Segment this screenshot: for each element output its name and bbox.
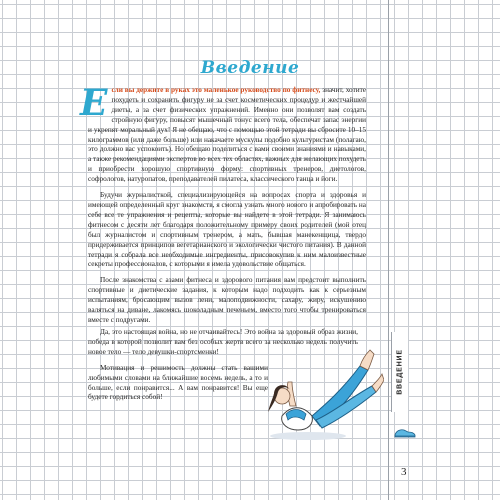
main-text: [80, 82, 367, 332]
paragraph-1-rest: значит, хотите похудеть и сохранить фигуру не за счет косметических процедур и жестчайшей диеты, а за счет физических упражнений. Именно они позволят вам создать стройную фигуру, повысят мышечный тонус всего тела, обеспечат запас энергии и укрепят моральный дух! Я не обещаю, что с помощью этой тетради вы сбросите 10–15 килограммов (или даже больше) или накачаете мускулы подобно культуристам (полагаю, это должно вас успокоить). Но обещаю поделиться с вами своими знаниями и навыками, а также рекомендациями экспертов во всех тех областях, важных для желающих похудеть и приобрести хорошую спортивную форму: спортивных тренеров, диетологов, софрологов, натуропатов, преподавателей пилатеса, классического танца и йоги.: [88, 86, 367, 184]
page-number: 3: [401, 466, 407, 478]
page-title: Введение: [200, 58, 300, 78]
drop-cap: Е: [80, 82, 108, 124]
woman-doing-crunches-illustration: [268, 320, 384, 462]
sneaker-icon: [394, 426, 416, 438]
paragraph-3: После знакомства с азами фитнеса и здорового питания вам предстоит выполнить спортивные и диетические задания, к которым надо подходить как к серьезным испытаниям, бросающим вызов лени, малоподвижности, сахару, жиру, искушению валяться на диване, лакомясь шоколадным печеньем, вместо того чтобы тренироваться вместе с подругами.: [88, 276, 366, 324]
lower-text: [88, 328, 358, 409]
lead-text: сли вы держите в руках это маленькое руководство по фитнесу,: [111, 86, 321, 94]
section-label: ВВЕДЕНИЕ: [396, 349, 404, 395]
paragraph-4: Да, это настоящая война, но не отчаивайтесь! Это война за здоровый образ жизни, победа в которой позволит вам без особых жертв всего за несколько недель получить новое тело — тело девушки-спортсменки!: [88, 328, 358, 356]
paragraph-1: [80, 82, 367, 185]
paragraph-2: Будучи журналисткой, специализирующейся на вопросах спорта и здоровья и имеющей определенный круг знакомств, я смогла узнать много нового и апробировать на себе все те упражнения и рецепты, которые вы найдете в этой тетради. Я занимаюсь фитнесом с десяти лет благодаря положительному примеру своих родителей (мой отец был журналистом и спортивным тренером, а мать, бывшая манекенщица, твердо придерживается принципов вегетарианского и экологически чистого питания). В данной тетради я собрала все необходимые ингредиенты, присовокупив к ним малоизвестные секреты профессионалов, с которыми я имела удовольствие общаться.: [88, 191, 366, 269]
paragraph-5: Мотивация и решимость должны стать вашими любимыми словами на ближайшие восемь недель, а то и больше, если понравится... А вам понравится! Вы еще будете гордиться собой!: [88, 363, 268, 402]
